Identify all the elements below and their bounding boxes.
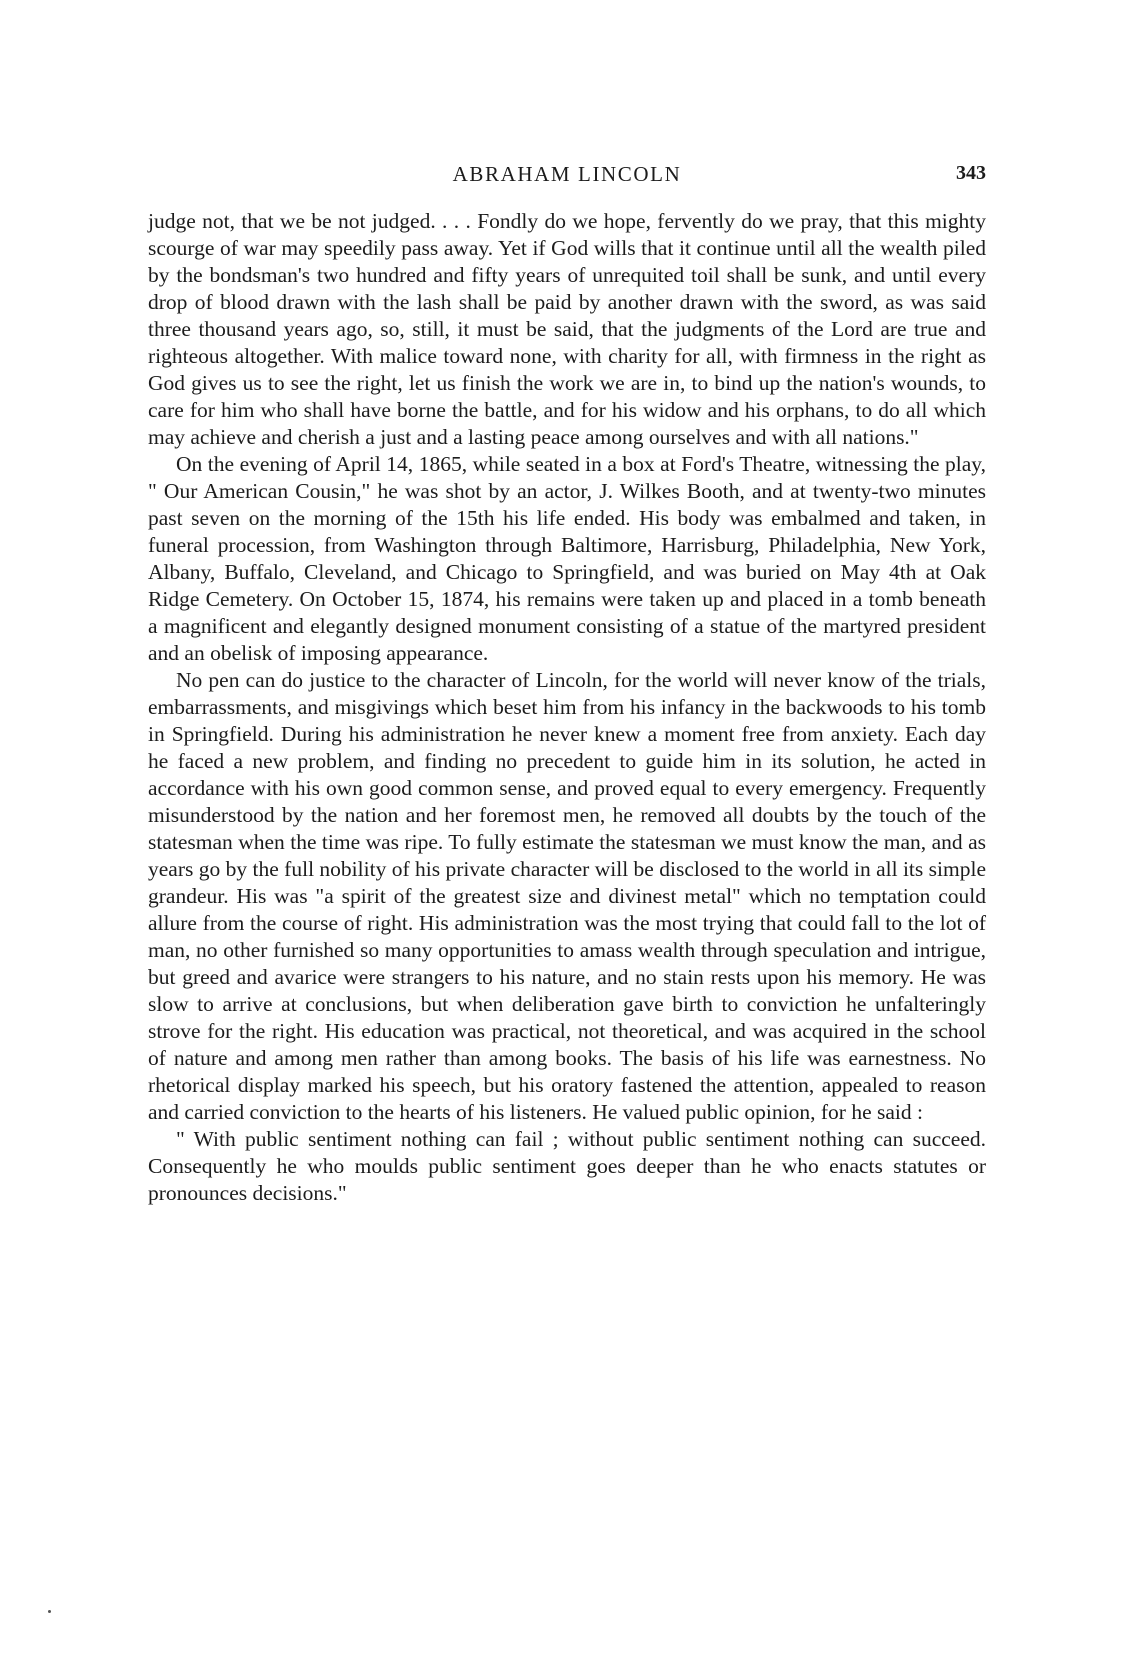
running-head <box>148 160 986 190</box>
page-number: 343 <box>956 162 986 184</box>
paragraph-character: No pen can do justice to the character of Lincoln, for the world will never know of the trials, embarrassments, and misgivings which beset him from his infancy in the backwoods to his tomb in Springfield. During his administration he never knew a moment free from anxiety. Each day he faced a new problem, and finding no precedent to guide him in its solution, he acted in accordance with his own good common sense, and proved equal to every emergency. Frequently misunderstood by the nation and her foremost men, he removed all doubts by the touch of the statesman when the time was ripe. To fully estimate the statesman we must know the man, and as years go by the full nobility of his private character will be disclosed to the world in all its simple grandeur. His was "a spirit of the greatest size and divinest metal" which no temptation could allure from the course of right. His administration was the most trying that could fall to the lot of man, no other furnished so many opportunities to amass wealth through speculation and intrigue, but greed and avarice were strangers to his nature, and no stain rests upon his memory. He was slow to arrive at conclusions, but when deliberation gave birth to conviction he unfalteringly strove for the right. His education was practical, not theoretical, and was acquired in the school of nature and among men rather than among books. The basis of his life was earnestness. No rhetorical display marked his speech, but his oratory fastened the attention, appealed to reason and carried conviction to the hearts of his listeners. He valued public opinion, for he said : <box>148 668 986 1124</box>
page-speck <box>48 1610 51 1613</box>
paragraph-assassination: On the evening of April 14, 1865, while seated in a box at Ford's Theatre, witnessing the play, " Our American Cousin," he was shot by an actor, J. Wilkes Booth, and at twenty-two minutes past seven on the morning of the 15th his life ended. His body was embalmed and taken, in funeral procession, from Washington through Baltimore, Harrisburg, Philadelphia, New York, Albany, Buffalo, Cleveland, and Chicago to Springfield, and was buried on May 4th at Oak Ridge Cemetery. On October 15, 1874, his remains were taken up and placed in a tomb beneath a magnificent and elegantly designed monument consisting of a statue of the martyred president and an obelisk of imposing appearance. <box>148 452 986 665</box>
paragraph-quotation: " With public sentiment nothing can fail ; without public sentiment nothing can succeed. Consequently he who moulds public sentiment goes deeper than he who enacts statutes or pronounces decisions." <box>148 1127 986 1205</box>
paragraph-continuation: judge not, that we be not judged. . . . Fondly do we hope, fervently do we pray, that this mighty scourge of war may speedily pass away. Yet if God wills that it continue until all the wealth piled by the bondsman's two hundred and fifty years of unrequited toil shall be sunk, and until every drop of blood drawn with the lash shall be paid by another drawn with the sword, as was said three thousand years ago, so, still, it must be said, that the judgments of the Lord are true and righteous altogether. With malice toward none, with charity for all, with firmness in the right as God gives us to see the right, let us finish the work we are in, to bind up the nation's wounds, to care for him who shall have borne the battle, and for his widow and his orphans, to do all which may achieve and cherish a just and a lasting peace among ourselves and with all nations." <box>148 209 986 449</box>
body-text <box>148 208 986 1207</box>
running-title: ABRAHAM LINCOLN <box>452 162 682 186</box>
